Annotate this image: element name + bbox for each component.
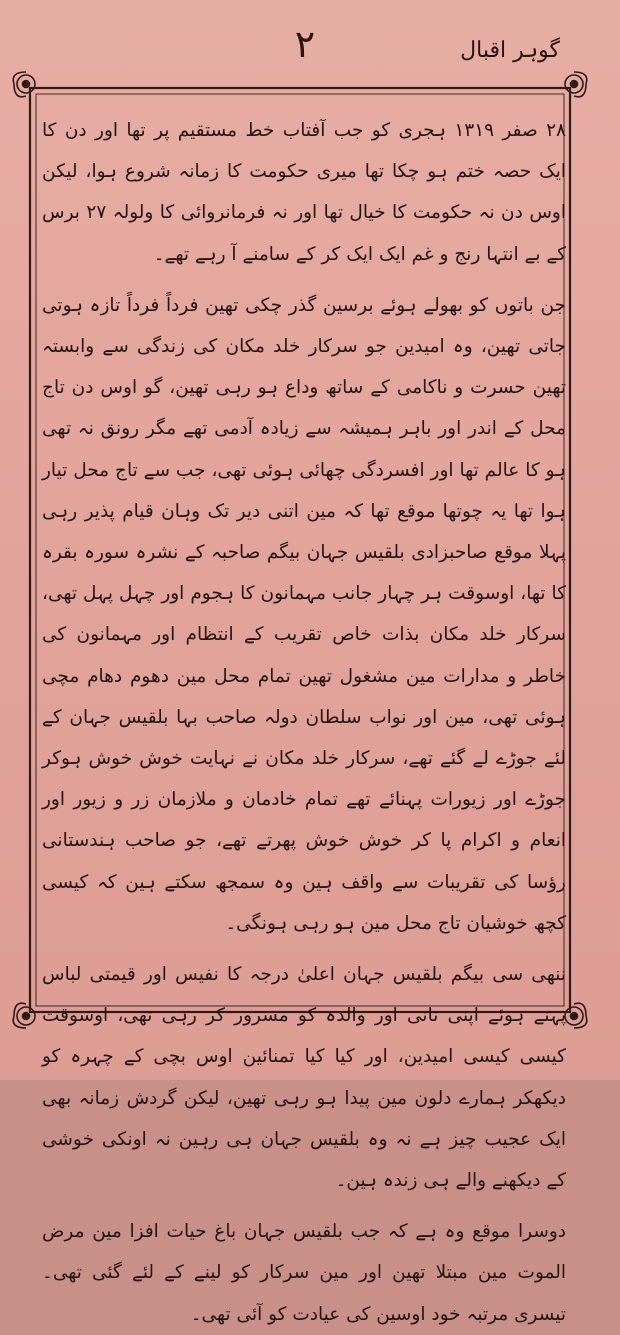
page-number: ۲ <box>294 22 316 66</box>
corner-ornament-icon <box>13 1003 35 1028</box>
paragraph: ننھی سی بیگم بلقیس جہان اعلیٰ درجہ کا نفیس اور قیمتی لباس پہنے ہوئے اپنی نانی اور والدہ کو مسرور کر رہی تھی، اوسوقت کیسی کیسی امیدین، اور کیا کیا تمنائین اوس بچی کے چہرہ کو دیکھکر ہمارے دلون مین پیدا ہو رہی تھین، لیکن گردش زمانہ بھی ایک عجیب چیز ہے نہ وہ بلقیس جہان ہی رہین نہ اونکی خوشی کے دیکھنے والے ہی زندہ ہین۔ <box>42 964 566 1192</box>
body-text <box>42 110 566 1325</box>
paragraph: ۲۸ صفر ۱۳۱۹ ہجری کو جب آفتاب خط مستقیم پر تھا اور دن کا ایک حصہ ختم ہو چکا تھا میری حکومت کا زمانہ شروع ہوا، لیکن اوس دن نہ حکومت کا خیال تھا اور نہ فرمانروائی کا ولولہ ۲۷ برس کے بے انتہا رنج و غم ایک ایک کر کے سامنے آ رہے تھے۔ <box>42 120 566 265</box>
corner-ornament-icon <box>565 72 587 97</box>
corner-ornament-icon <box>13 72 35 97</box>
paragraph: دوسرا موقع وہ ہے کہ جب بلقیس جہان باغ حیات افزا مین مرض الموت مین مبتلا تھین اور مین سرکار کو لینے کے لئے گئی تھی۔ تیسری مرتبہ خود اوسین کی عیادت کو آئی تھی۔ <box>42 1221 566 1325</box>
corner-ornament-icon <box>565 1003 587 1028</box>
paragraph: جن باتوں کو بھولے ہوئے برسین گذر چکی تھین فرداً فرداً تازہ ہوتی جاتی تھین، وہ امیدین جو سرکار خلد مکان کی زندگی سے وابستہ تھین حسرت و ناکامی کے ساتھ وداع ہو رہی تھین، گو اوس دن تاج محل کے اندر اور باہر ہمیشہ سے زیادہ آدمی تھے مگر رونق نہ تھی ہو کا عالم تھا اور افسردگی چھائی ہوئی تھی، جب سے تاج محل تیار ہوا تھا یہ چوتھا موقع تھا کہ مین اتنی دیر تک وہان قیام پذیر رہی پہلا موقع صاحبزادی بلقیس جہان بیگم صاحبہ کے نشرہ سورہ بقرہ کا تھا، اوسوقت ہر چہار جانب مہمانون کا ہجوم اور چہل پہل تھی، سرکار خلد مکان بذات خاص تقریب کے انتظام اور مہمانون کی خاطر و مدارات مین مشغول تھین تمام محل مین دھوم دھام مچی ہوئی تھی، مین اور نواب سلطان دولہ صاحب بہا بلقیس جہان کے لئے جوڑے لے گئے تھے، سرکار خلد مکان نے نہایت خوش خوش ہوکر جوڑے اور زیورات پہنائے تھے تمام خادمان و ملازمان زر و زیور اور انعام و اکرام پا کر خوش خوش پھرتے تھے، جو صاحب ہندستانی رؤسا کی تقریبات سے واقف ہین وہ سمجھ سکتے ہین کہ کیسی کچھ خوشیان تاج محل مین ہو رہی ہونگی۔ <box>42 294 566 934</box>
running-title: گوہر اقبال <box>460 38 560 63</box>
